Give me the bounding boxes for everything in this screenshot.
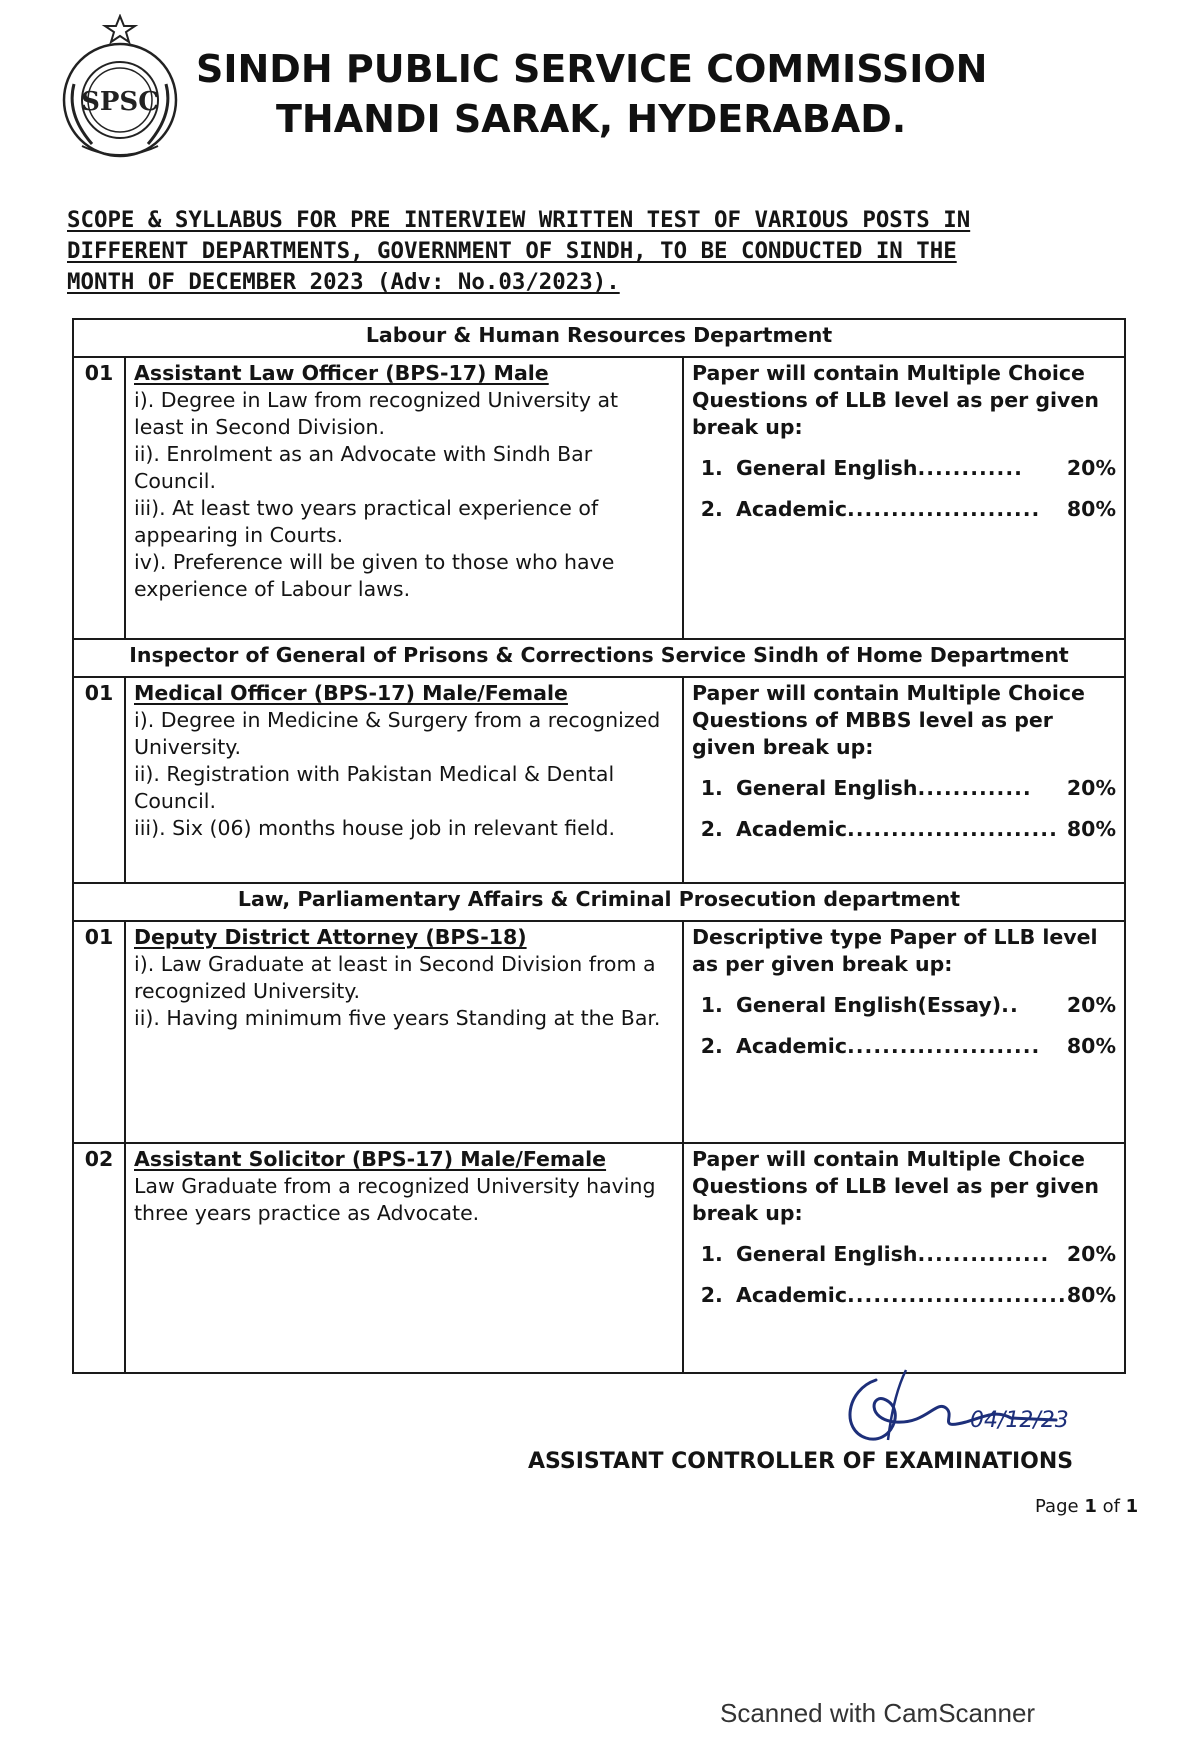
requirement: ii). Having minimum five years Standing at the Bar. <box>134 1006 661 1030</box>
post-details <box>125 1143 683 1373</box>
svg-text:SPSC: SPSC <box>81 87 159 117</box>
post-row <box>73 921 1125 1143</box>
leader-dots: ............ <box>917 456 1023 480</box>
weight-percent: 80% <box>1066 1034 1116 1058</box>
breakup-item <box>730 455 1116 482</box>
leader-dots: ........................ <box>846 817 1058 841</box>
leader-dots: ............. <box>917 776 1032 800</box>
post-row <box>73 677 1125 883</box>
weight-percent: 20% <box>1066 993 1116 1017</box>
requirement: ii). Enrolment as an Advocate with Sindh Bar Council. <box>134 442 593 493</box>
subject-label: 1. General English <box>736 1242 918 1266</box>
subject-label: 2. Academic <box>736 497 847 521</box>
requirement: iii). At least two years practical experience of appearing in Courts. <box>134 496 599 547</box>
weight-percent: 80% <box>1066 817 1116 841</box>
document-subject <box>67 205 1115 298</box>
scanner-watermark: Scanned with CamScanner <box>720 1698 1036 1728</box>
department-name: Inspector of General of Prisons & Corrections Service Sindh of Home Department <box>73 639 1125 677</box>
requirement: i). Law Graduate at least in Second Division from a recognized University. <box>134 952 656 1003</box>
org-address: THANDI SARAK, HYDERABAD. <box>276 97 907 141</box>
requirement: i). Degree in Law from recognized University at least in Second Division. <box>134 388 619 439</box>
department-header-row <box>73 639 1125 677</box>
post-details <box>125 921 683 1143</box>
page-current: 1 <box>1084 1496 1097 1517</box>
weight-percent: 80% <box>1066 497 1116 521</box>
serial-number: 02 <box>73 1143 125 1373</box>
post-row <box>73 1143 1125 1373</box>
paper-scheme <box>683 921 1125 1143</box>
subject-label: 1. General English <box>736 456 918 480</box>
serial-number: 01 <box>73 921 125 1143</box>
department-header-row <box>73 883 1125 921</box>
breakup-item <box>730 1241 1116 1268</box>
scheme-description: Paper will contain Multiple Choice Questions of LLB level as per given break up: <box>692 1147 1099 1225</box>
subject-label: 2. Academic <box>736 1034 847 1058</box>
leader-dots: ............... <box>917 1242 1050 1266</box>
serial-number: 01 <box>73 357 125 639</box>
leader-dots: ......................... <box>846 1283 1067 1307</box>
department-name: Law, Parliamentary Affairs & Criminal Prosecution department <box>73 883 1125 921</box>
signature-date: 04/12/23 <box>970 1408 1069 1433</box>
weight-percent: 20% <box>1066 776 1116 800</box>
post-title: Assistant Solicitor (BPS-17) Male/Female <box>134 1147 607 1171</box>
requirement: iii). Six (06) months house job in relevant field. <box>134 816 615 840</box>
paper-scheme <box>683 357 1125 639</box>
leader-dots: ...................... <box>846 1034 1041 1058</box>
requirement: iv). Preference will be given to those who have experience of Labour laws. <box>134 550 615 601</box>
paper-scheme <box>683 1143 1125 1373</box>
breakup-item <box>730 496 1116 523</box>
breakup-item <box>730 816 1116 843</box>
page-total: 1 <box>1125 1496 1139 1517</box>
breakup-item <box>730 775 1116 802</box>
post-details <box>125 357 683 639</box>
department-header-row <box>73 319 1125 357</box>
breakup-item <box>730 992 1116 1019</box>
org-header <box>196 44 1096 144</box>
serial-number: 01 <box>73 677 125 883</box>
post-details <box>125 677 683 883</box>
department-name: Labour & Human Resources Department <box>73 319 1125 357</box>
page-prefix: Page <box>1035 1496 1085 1517</box>
requirement: Law Graduate from a recognized University having three years practice as Advocate. <box>134 1174 656 1225</box>
weight-percent: 20% <box>1066 456 1116 480</box>
subject-label: 2. Academic <box>736 817 847 841</box>
subject-line: SCOPE & SYLLABUS FOR PRE INTERVIEW WRITTEN TEST OF VARIOUS POSTS IN <box>67 207 971 233</box>
scheme-description: Descriptive type Paper of LLB level as per given break up: <box>692 925 1098 976</box>
page-number <box>1035 1496 1138 1517</box>
marks-breakup <box>692 455 1116 523</box>
spsc-logo <box>52 14 188 162</box>
requirement: ii). Registration with Pakistan Medical & Dental Council. <box>134 762 615 813</box>
weight-percent: 80% <box>1066 1283 1116 1307</box>
page-of: of <box>1096 1496 1126 1517</box>
subject-line: DIFFERENT DEPARTMENTS, GOVERNMENT OF SINDH, TO BE CONDUCTED IN THE <box>67 238 957 264</box>
breakup-item <box>730 1282 1116 1309</box>
leader-dots: .. <box>1001 993 1019 1017</box>
signatory-title: ASSISTANT CONTROLLER OF EXAMINATIONS <box>528 1449 1074 1474</box>
weight-percent: 20% <box>1066 1242 1116 1266</box>
breakup-item <box>730 1033 1116 1060</box>
subject-label: 1. General English(Essay) <box>736 993 1002 1017</box>
marks-breakup <box>692 775 1116 843</box>
scheme-description: Paper will contain Multiple Choice Questions of LLB level as per given break up: <box>692 361 1099 439</box>
post-title: Assistant Law Officer (BPS-17) Male <box>134 361 549 385</box>
scheme-description: Paper will contain Multiple Choice Questions of MBBS level as per given break up: <box>692 681 1085 759</box>
post-row <box>73 357 1125 639</box>
leader-dots: ...................... <box>846 497 1041 521</box>
subject-label: 1. General English <box>736 776 918 800</box>
org-name: SINDH PUBLIC SERVICE COMMISSION <box>196 47 988 91</box>
syllabus-table <box>72 318 1126 1374</box>
marks-breakup <box>692 1241 1116 1309</box>
post-title: Deputy District Attorney (BPS-18) <box>134 925 527 949</box>
marks-breakup <box>692 992 1116 1060</box>
requirement: i). Degree in Medicine & Surgery from a recognized University. <box>134 708 661 759</box>
post-title: Medical Officer (BPS-17) Male/Female <box>134 681 568 705</box>
subject-label: 2. Academic <box>736 1283 847 1307</box>
paper-scheme <box>683 677 1125 883</box>
subject-line: MONTH OF DECEMBER 2023 (Adv: No.03/2023). <box>67 269 620 295</box>
